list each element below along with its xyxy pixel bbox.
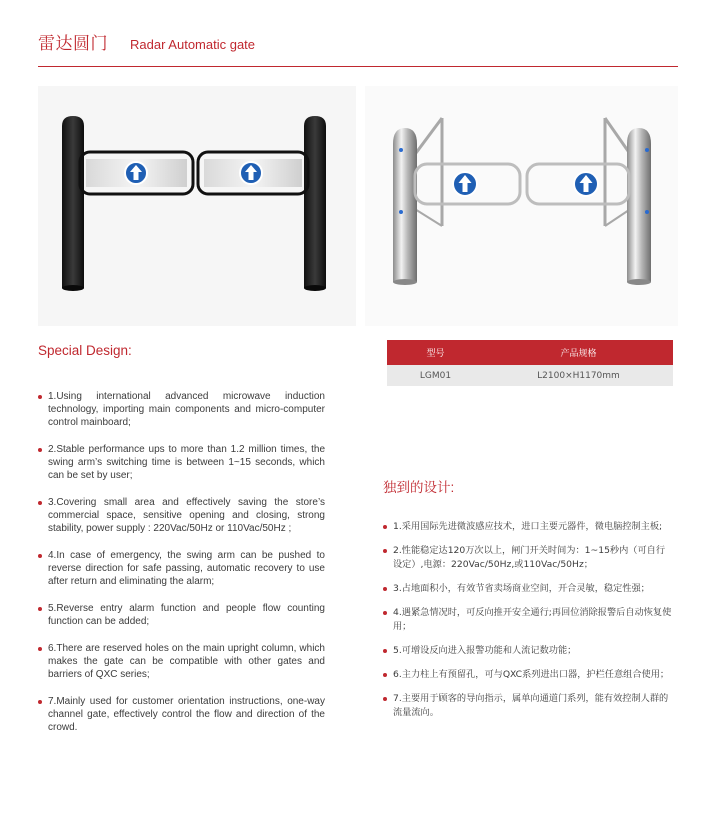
list-item-text: 6.There are reserved holes on the main upright column, which makes the gate can be compatible with other gates and barriers of QXC series;: [48, 643, 325, 680]
bullet-icon: [383, 697, 387, 701]
special-design-title: Special Design:: [38, 343, 132, 358]
special-design-list: [38, 390, 325, 748]
list-item: [38, 602, 325, 628]
table-header-row: [387, 340, 673, 365]
list-item-text: 4.遇紧急情况时，可反向推开安全通行;再回位消除报警后自动恢复使用；: [393, 607, 672, 632]
list-item-text: 4.In case of emergency, the swing arm can be pushed to reverse direction for safe passing, automatic recovery to use after return and eliminating the alarm;: [48, 550, 325, 587]
bullet-icon: [383, 649, 387, 653]
black-swing-gate-photo-graphic: [38, 86, 356, 326]
list-item-text: 7.主要用于顾客的导向指示，属单向通道门系列，能有效控制人群的流量流向。: [393, 693, 669, 718]
bullet-icon: [38, 647, 42, 651]
list-item-text: 2.性能稳定达120万次以上，闸门开关时间为：1~15秒内（可自行设定）,电源：220Vac/50Hz,或110Vac/50Hz；: [393, 545, 666, 570]
list-item-text: 6.主力柱上有预留孔，可与QXC系列进出口器，护栏任意组合使用；: [393, 669, 670, 680]
bullet-icon: [38, 554, 42, 558]
bullet-icon: [38, 448, 42, 452]
bullet-icon: [38, 501, 42, 505]
table-cell-model: LGM01: [387, 365, 484, 386]
table-header-spec: 产品规格: [484, 340, 673, 365]
bullet-icon: [383, 673, 387, 677]
bullet-icon: [383, 525, 387, 529]
list-item: [38, 496, 325, 535]
list-item: [383, 644, 673, 658]
list-item-text: 5.可增设反向进入报警功能和人流记数功能；: [393, 645, 577, 656]
list-item-text: 5.Reverse entry alarm function and people flow counting function can be added;: [48, 603, 325, 627]
spec-table: [387, 340, 673, 386]
list-item: [38, 443, 325, 482]
bullet-icon: [383, 587, 387, 591]
list-item: [38, 642, 325, 681]
bullet-icon: [383, 611, 387, 615]
table-cell-spec: L2100×H1170mm: [484, 365, 673, 386]
page-title-en: Radar Automatic gate: [130, 37, 256, 52]
list-item: [383, 520, 673, 534]
list-item-text: 3.占地面积小，有效节省卖场商业空间，开合灵敏，稳定性强；: [393, 583, 650, 594]
list-item-text: 1.采用国际先进微波感应技术，进口主要元器件，微电脑控制主板;: [393, 521, 663, 532]
header-divider: [38, 66, 678, 67]
page-title-cn: 雷达圆门: [38, 34, 108, 54]
bullet-icon: [38, 700, 42, 704]
list-item-text: 2.Stable performance ups to more than 1.2 million times, the swing arm’s switching time is between 1~15 seconds, which can be set by user;: [48, 444, 325, 481]
list-item: [38, 390, 325, 429]
list-item-text: 7.Mainly used for customer orientation instructions, one-way channel gate, effectively control the flow and direction of the crowd.: [48, 696, 325, 733]
unique-design-title: 独到的设计:: [383, 480, 455, 495]
bullet-icon: [383, 549, 387, 553]
list-item: [38, 695, 325, 734]
black-swing-gate-photo: [38, 86, 356, 326]
list-item: [38, 549, 325, 588]
list-item-text: 1.Using international advanced microwave induction technology, importing main components and micro-computer control mainboard;: [48, 391, 325, 428]
list-item: [383, 692, 673, 720]
table-row: [387, 365, 673, 386]
list-item: [383, 544, 673, 572]
list-item-text: 3.Covering small area and effectively saving the store’s commercial space, sensitive opening and closing, strong stability, power supply : 220Vac/50Hz or 110Vac/50Hz ;: [48, 497, 325, 534]
bullet-icon: [38, 607, 42, 611]
list-item: [383, 582, 673, 596]
table-header-model: 型号: [387, 340, 484, 365]
stainless-swing-gate-photo-graphic: [365, 86, 678, 326]
bullet-icon: [38, 395, 42, 399]
list-item: [383, 668, 673, 682]
list-item: [383, 606, 673, 634]
unique-design-list: [383, 520, 673, 730]
stainless-swing-gate-photo: [365, 86, 678, 326]
page-header: [38, 29, 255, 54]
